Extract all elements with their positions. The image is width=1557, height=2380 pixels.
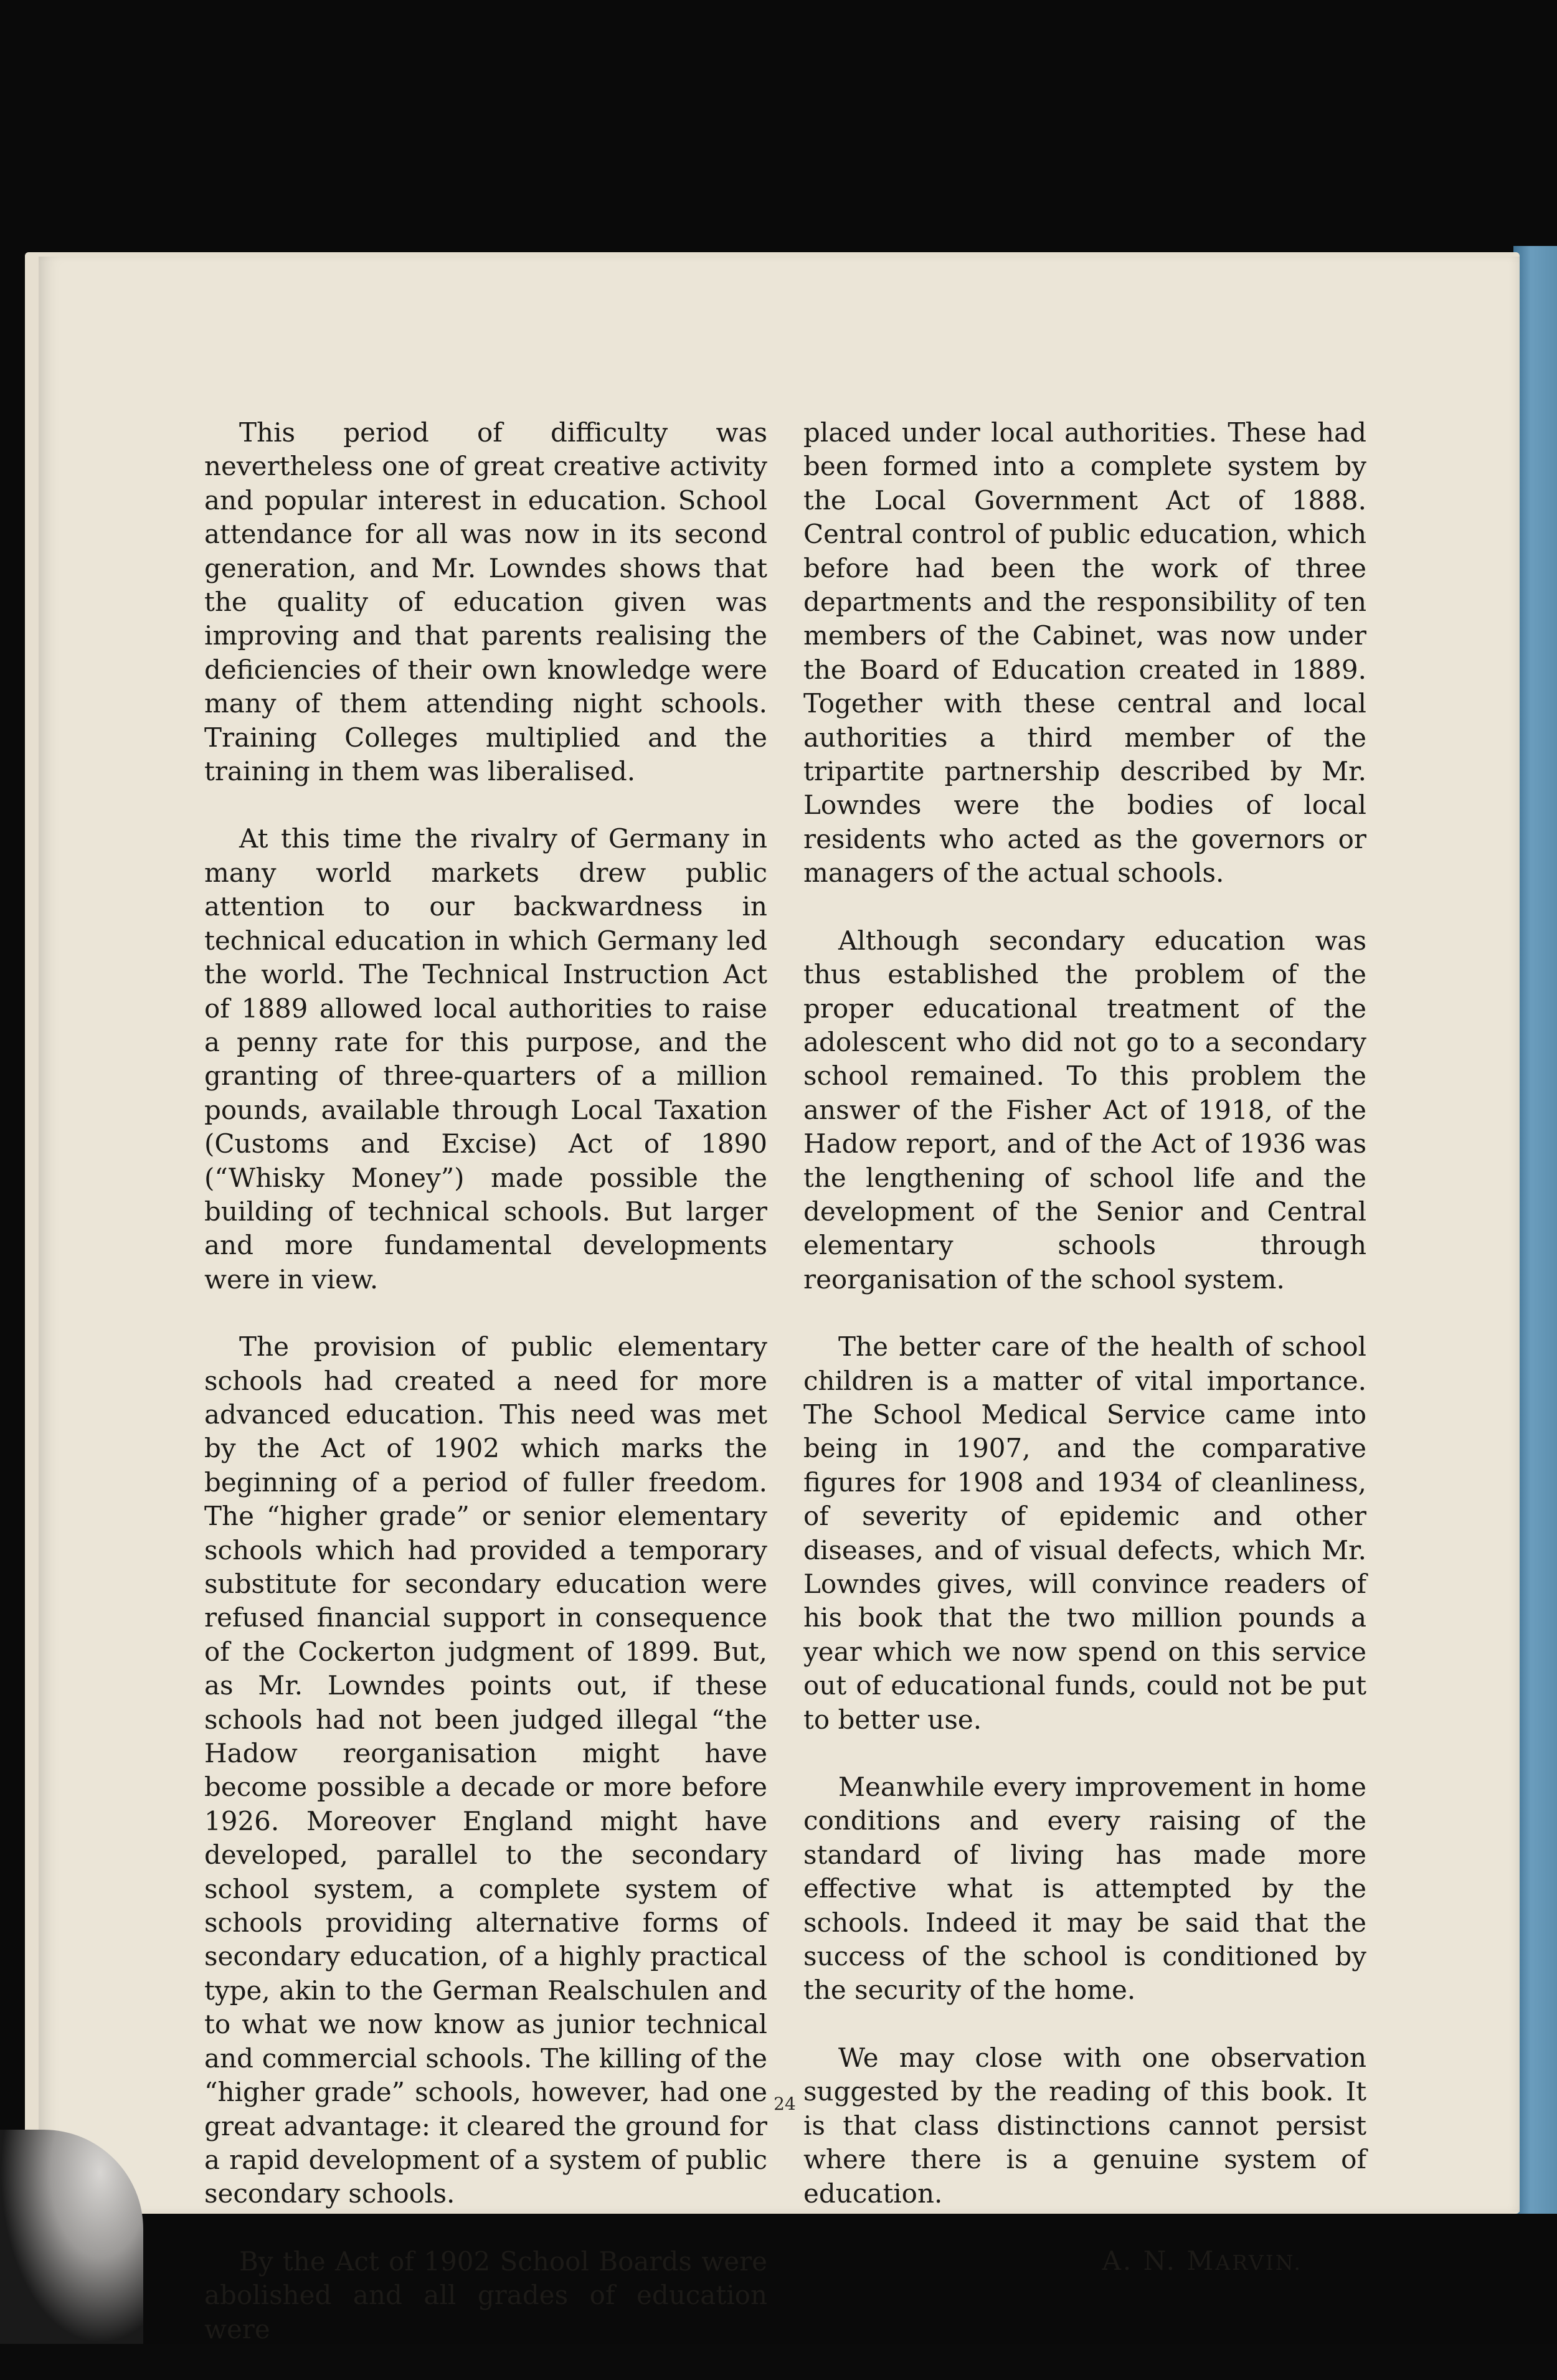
paragraph: This period of difficulty was nevertheless one of great creative activity and popular interest in education. School attendance for all was now in its second generation, and Mr. Lowndes shows that the quality of education given was improving and that parents realising the deficiencies of their own knowledge were many of them attending night schools. Training Colleges multiplied and the training in them was liberalised. xyxy=(204,417,767,787)
page-number: 24 xyxy=(774,2094,796,2114)
signature-initials: A. N. M xyxy=(1102,2245,1216,2276)
paragraph: The provision of public elementary schools had created a need for more advanced education. This need was met by the Act of 1902 which marks the beginning of a period of fuller freedom. The “higher grade” or senior elementary schools which had provided a temporary substitute for secondary education were refused financial support in consequence of the Cockerton judgment of 1899. But, as Mr. Lowndes points out, if these schools had not been judged illegal “the Hadow reorganisation might have become possible a decade or more before 1926. Moreover England might have developed, parallel to the secondary school system, a complete system of schools providing alternative forms of secondary education, of a highly practical type, akin to the German Realschulen and to what we now know as junior technical and commercial schools. The killing of the “higher grade” schools, however, had one great advantage: it cleared the ground for a rapid development of a system of public secondary schools. xyxy=(204,1331,767,2209)
paragraph: By the Act of 1902 School Boards were abolished and all grades of education were xyxy=(204,2245,767,2345)
paragraph: At this time the rivalry of Germany in many world markets drew public attention to our backwardness in technical education in which Germany led the world. The Technical Instruction Act of 1889 allowed local authorities to raise a penny rate for this purpose, and the granting of three-quarters of a million pounds, available through Local Taxation (Customs and Excise) Act of 1890 (“Whisky Money”) made possible the building of technical schools. But larger and more fundamental developments were in view. xyxy=(204,823,767,1295)
paragraph: We may close with one observation suggested by the reading of this book. It is that class distinctions cannot persist where there is a genuine system of education. xyxy=(803,2042,1366,2209)
author-signature xyxy=(803,2244,1366,2280)
continued-paragraph: placed under local authorities. These had been formed into a complete system by the Local Government Act of 1888. Central control of public education, which before had been the work of three departments and the responsibility of ten members of the Cabinet, was now under the Board of Education created in 1889. Together with these central and local authorities a third member of the tripartite partnership described by Mr. Lowndes were the bodies of local residents who acted as the governors or managers of the actual schools. xyxy=(803,417,1366,889)
paragraph: Meanwhile every improvement in home conditions and every raising of the standard of living has made more effective what is attempted by the schools. Indeed it may be said that the success of the school is conditioned by the security of the home. xyxy=(803,1772,1366,2006)
signature-surname: ARVIN. xyxy=(1215,2250,1302,2275)
left-column xyxy=(204,416,767,2380)
book-cover-edge xyxy=(1513,246,1557,2214)
paragraph: The better care of the health of school children is a matter of vital importance. The School Medical Service came into being in 1907, and the comparative figures for 1908 and 1934 of cleanliness, of severity of epidemic and other diseases, and of visual defects, which Mr. Lowndes gives, will convince readers of his book that the two million pounds a year which we now spend on this service out of educational funds, could not be put to better use. xyxy=(803,1331,1366,1735)
right-column xyxy=(803,416,1366,2280)
paragraph: Although secondary education was thus established the problem of the proper educational treatment of the adolescent who did not go to a secondary school remained. To this problem the answer of the Fisher Act of 1918, of the Hadow report, and of the Act of 1936 was the lengthening of school life and the development of the Senior and Central elementary schools through reorganisation of the school system. xyxy=(803,925,1366,1295)
